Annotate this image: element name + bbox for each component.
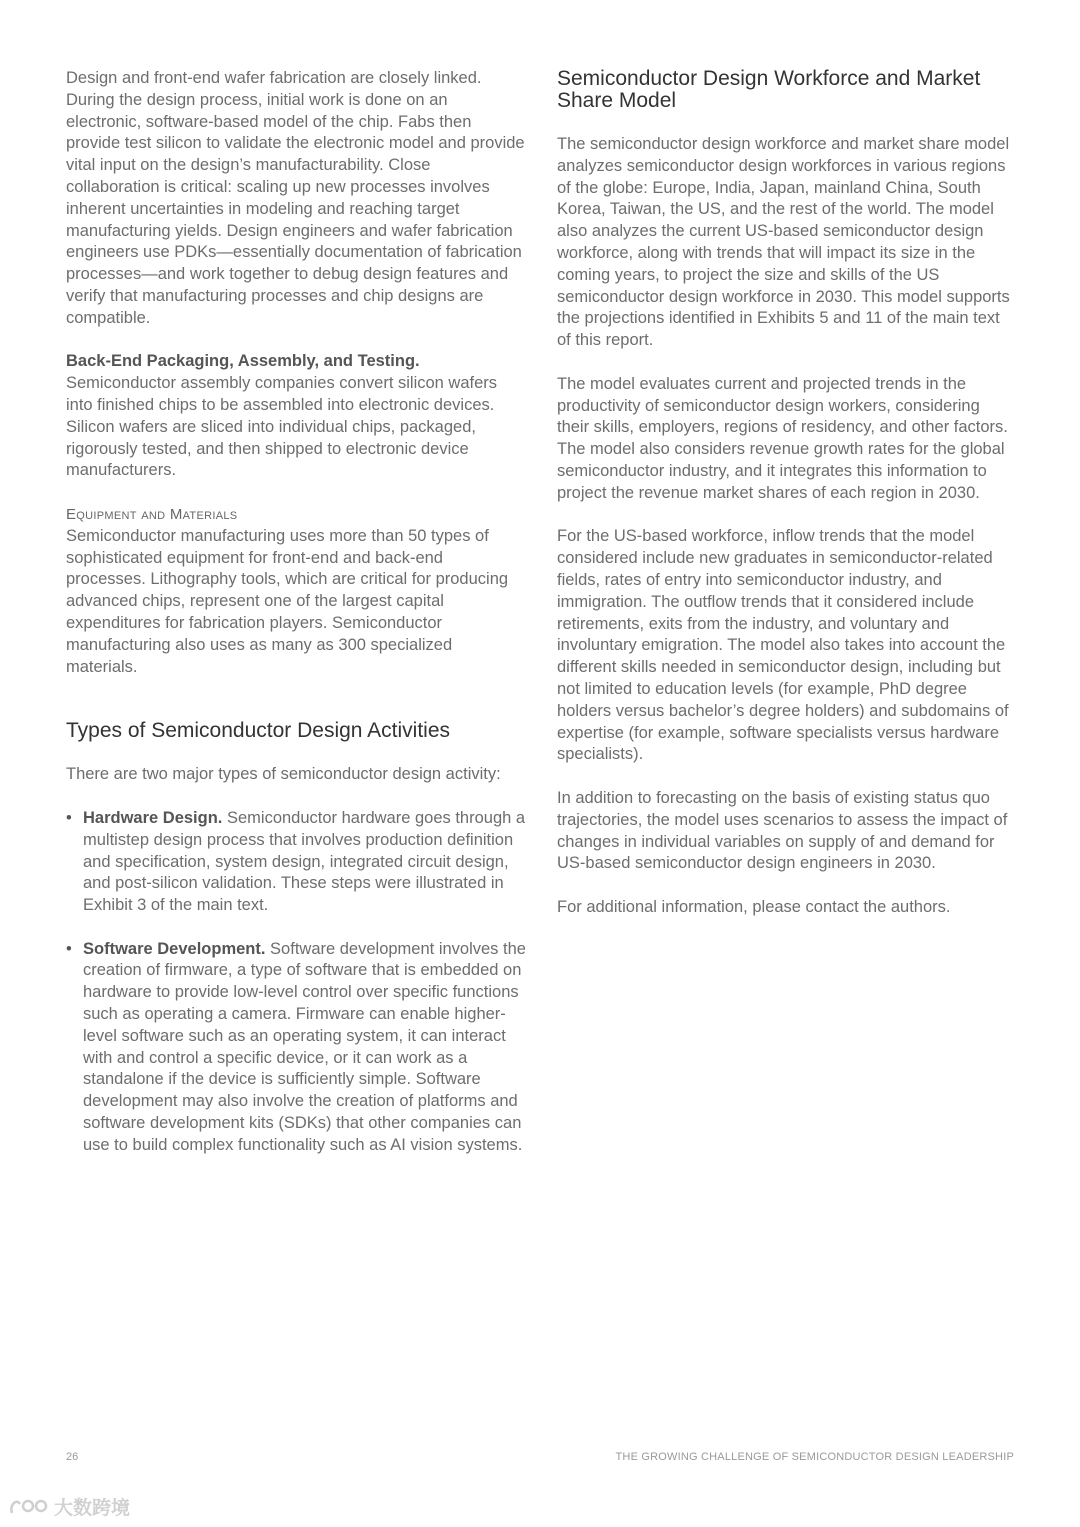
backend-text: Semiconductor assembly companies convert silicon wafers into finished chips to be assembled into electronic devices. Silicon wafers are sliced into individual chips, packaged, rigorously tested, and then shipped to electronic device manufacturers. [66,374,498,480]
software-text: Software development involves the creation of firmware, a type of software that is embedded on hardware to provide low-level control over specific functions such as operating a camera. Firmware can enable higher-level software such as an operating system, it can interact with and control a specific device, or it can work as a standalone if the device is sufficiently simple. Software development may also involve the creation of platforms and software development kits (SDKs) that other companies can use to build complex functionality such as AI vision systems. [83,939,526,1154]
list-item [66,808,526,917]
model-paragraph-4: In addition to forecasting on the basis of existing status quo trajectories, the model uses scenarios to assess the impact of changes in individual variables on supply of and demand for US-based semiconductor design engineers in 2030. [557,788,1008,873]
types-intro: There are two major types of semiconductor design activity: [66,765,501,784]
bullet-icon: • [66,808,72,827]
backend-title: Back-End Packaging, Assembly, and Testing. [66,352,420,371]
model-paragraph-1: The semiconductor design workforce and market share model analyzes semiconductor design workforces in various regions of the globe: Europe, India, Japan, mainland China, South Korea, Taiwan, the US, and the rest of the world. The model also analyzes the current US-based semiconductor design workforce, along with trends that will impact its size in the coming years, to project the size and skills of the US semiconductor design workforce in 2030. This model supports the projections identified in Exhibits 5 and 11 of the main text of this report. [557,135,1010,350]
left-column [66,68,526,1157]
fabrication-paragraph: Design and front-end wafer fabrication are closely linked. During the design process, initial work is done on an electronic, software-based model of the chip. Fabs then provide test silicon to validate the electronic model and provide vital input on the design’s manufacturability. Close collaboration is critical: scaling up new processes involves inherent uncertainties in modeling and reaching target manufacturing yields. Design engineers and wafer fabrication engineers use PDKs—essentially documentation of fabrication processes—and work together to debug design features and verify that manufacturing processes and chip designs are compatible. [66,69,525,327]
page-number: 26 [66,1451,79,1463]
bullet-icon: • [66,939,72,958]
contact-paragraph: For additional information, please contact the authors. [557,897,951,916]
watermark-logo-icon [8,1495,50,1519]
types-heading: Types of Semiconductor Design Activities [66,719,451,743]
right-column [557,68,1012,919]
running-title: THE GROWING CHALLENGE OF SEMICONDUCTOR DESIGN LEADERSHIP [615,1451,1014,1463]
watermark [8,1493,130,1520]
hardware-text: Semiconductor hardware goes through a multistep design process that involves production definition and specification, system design, integrated circuit design, and post-silicon validation. These steps were illustrated in Exhibit 3 of the main text. [83,808,526,915]
model-paragraph-2: The model evaluates current and projected trends in the productivity of semiconductor design workers, considering their skills, employers, regions of residency, and other factors. The model also considers revenue growth rates for the global semiconductor industry, and it integrates this information to project the revenue market shares of each region in 2030. [557,374,1008,502]
watermark-text: 大数跨境 [54,1498,131,1519]
equipment-heading: Equipment and Materials [66,505,238,523]
software-title: Software Development. [83,939,266,958]
model-heading: Semiconductor Design Workforce and Market Share Model [557,67,981,112]
backend-paragraph [66,351,526,482]
list-item [66,939,526,1157]
hardware-title: Hardware Design. [83,808,223,827]
model-paragraph-3: For the US-based workforce, inflow trends that the model considered include new graduates in semiconductor-related fields, rates of entry into semiconductor industry, and immigration. The outflow trends that it considered include retirements, exits from the industry, and voluntary and involuntary emigration. The model also takes into account the different skills needed in semiconductor design, including but not limited to education levels (for example, PhD degree holders versus bachelor’s degree holders) and subdomains of expertise (for example, software specialists versus hardware specialists). [557,527,1009,764]
equipment-paragraph: Semiconductor manufacturing uses more than 50 types of sophisticated equipment for front-end and back-end processes. Lithography tools, which are critical for producing advanced chips, represent one of the largest capital expenditures for fabrication players. Semiconductor manufacturing also uses as many as 300 specialized materials. [66,526,509,676]
design-activity-list [66,808,526,1157]
